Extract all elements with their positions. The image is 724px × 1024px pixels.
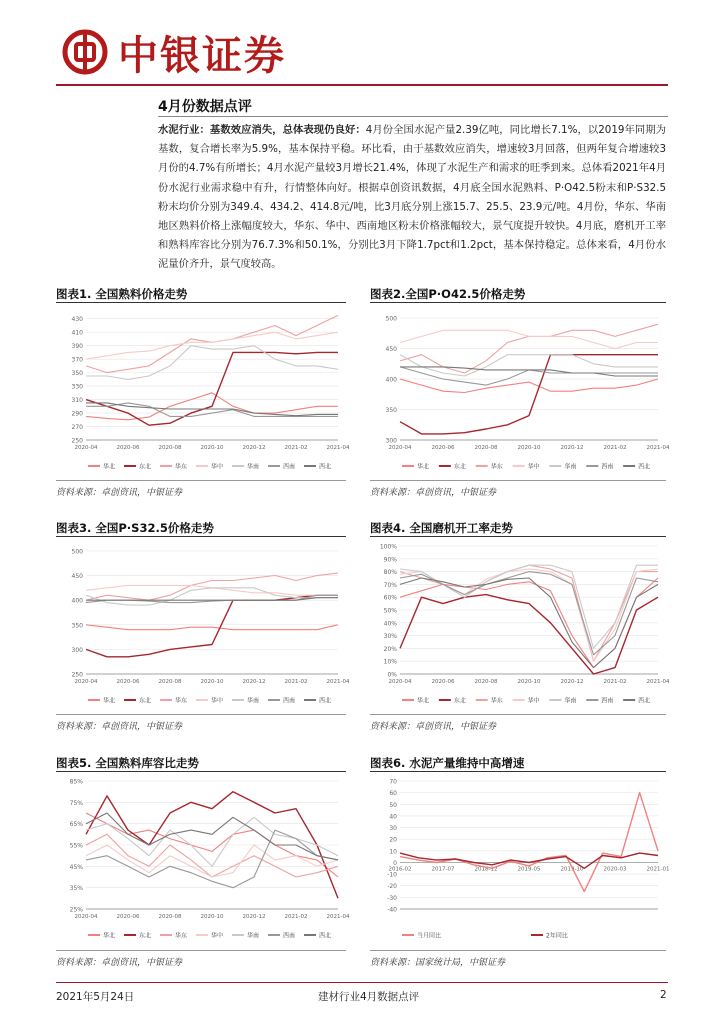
series-line-5: [86, 588, 338, 605]
y-tick-label: 390: [71, 343, 83, 351]
figure-2-source: 资料来源：卓创资讯，中银证券: [370, 488, 497, 498]
x-tick-label: 2017-07: [431, 866, 455, 873]
series-line-3: [400, 565, 658, 661]
x-tick-label: 2021-04: [326, 914, 350, 920]
x-tick-label: 2020-04: [74, 445, 98, 451]
y-tick-label: 500: [71, 548, 83, 556]
legend-label: 华南: [247, 463, 260, 471]
x-tick-label: 2020-08: [474, 679, 498, 685]
y-tick-label: 250: [71, 437, 83, 445]
y-tick-label: 10%: [383, 658, 397, 666]
series-line-3: [86, 315, 338, 372]
legend-label: 华南: [247, 697, 260, 705]
y-tick-label: 50%: [383, 607, 397, 615]
x-tick-label: 2020-10: [200, 914, 224, 920]
legend-label: 西南: [601, 463, 614, 471]
figure-5-title: 图表5. 全国熟料库容比走势: [56, 756, 199, 770]
legend-label: 华中: [527, 463, 540, 471]
section-title: 4月份数据点评: [158, 99, 252, 115]
source-2-rule: [370, 480, 666, 481]
legend-label: 华东: [175, 697, 188, 705]
source-3-rule: [56, 714, 346, 715]
legend-label: 东北: [453, 697, 466, 705]
x-tick-label: 2021-02: [603, 679, 627, 685]
source-1-rule: [56, 480, 346, 481]
figure-5-rule: [56, 771, 346, 772]
y-tick-label: 0%: [387, 671, 397, 679]
x-tick-label: 2019-10: [560, 866, 584, 873]
legend-label: 西北: [319, 932, 332, 940]
legend-label: 西南: [283, 932, 296, 940]
x-tick-label: 2021-02: [603, 445, 627, 451]
y-tick-label: 450: [71, 573, 83, 581]
series-line-3: [86, 573, 338, 600]
x-tick-label: 2021-02: [284, 679, 308, 685]
figure-1-rule: [56, 302, 346, 303]
legend-label: 华中: [527, 697, 540, 705]
y-tick-label: 70%: [383, 581, 397, 589]
y-tick-label: 90%: [383, 556, 397, 564]
legend-label: 华南: [247, 932, 260, 940]
series-line-1: [86, 625, 338, 630]
x-tick-label: 2020-10: [200, 445, 224, 451]
y-tick-label: 35%: [69, 885, 83, 893]
footer-divider: [56, 982, 668, 983]
figure-4-rule: [370, 536, 666, 537]
legend-label: 西北: [638, 463, 651, 471]
series-line-1: [400, 793, 658, 892]
y-tick-label: 350: [385, 407, 397, 415]
chart-1: [56, 306, 350, 476]
x-tick-label: 2021-04: [326, 445, 350, 451]
y-tick-label: 400: [385, 376, 397, 384]
page-number: 2: [660, 989, 667, 1001]
x-tick-label: 2020-12: [242, 679, 266, 685]
x-tick-label: 2020-06: [116, 914, 140, 920]
footer-date: 2021年5月24日: [56, 991, 135, 1003]
legend-label: 东北: [139, 932, 152, 940]
legend-label: 西北: [638, 697, 651, 705]
body-text: 4月份全国水泥产量2.39亿吨，同比增长7.1%，以2019年同期为基数，复合增长率为5.9%，基本保持平稳。环比看，由于基数效应消失，增速较3月回落，但两年复合增速较3月份的4.7%有所增长；4月水泥产量较3月增长21.4%，体现了水泥生产和需求的旺季到来。总体看2021年4月份水泥行业需求稳中有升，行情整体向好。根据卓创资讯数据，4月底全国水泥熟料、P·O42.5粉末和P·S32.5粉末均价分别为349.4、434.2、414.8元/吨，比3月底分别上涨15.7、25.5、23.9元/吨。4月份，华东、华南地区熟料价格上涨幅度较大，华东、华中、西南地区粉末价格涨幅较大，景气度提升较快。4月底，磨机开工率和熟料库容比分别为76.7.3%和50.1%，分别比3月下降1.7pct和1.2pct，基本保持稳定。总体来看，4月份水泥量价齐升，景气度较高。: [158, 124, 666, 271]
legend-label: 华东: [175, 932, 188, 940]
x-tick-label: 2020-06: [431, 445, 455, 451]
legend-label: 华中: [211, 697, 224, 705]
y-tick-label: 500: [385, 315, 397, 323]
x-tick-label: 2020-10: [517, 679, 541, 685]
y-tick-label: 10: [389, 848, 397, 856]
body-paragraph: [158, 121, 666, 275]
figure-3-title: 图表3. 全国P·S32.5价格走势: [56, 521, 214, 535]
legend-label: 华北: [103, 463, 116, 471]
y-tick-label: 55%: [69, 842, 83, 850]
series-line-1: [400, 379, 658, 393]
y-tick-label: 60%: [383, 594, 397, 602]
x-tick-label: 2021-04: [646, 679, 670, 685]
y-tick-label: 75%: [69, 799, 83, 807]
y-tick-label: 450: [385, 346, 397, 354]
legend-label: 东北: [139, 697, 152, 705]
x-tick-label: 2020-08: [158, 445, 182, 451]
y-tick-label: 40%: [383, 620, 397, 628]
legend-label: 华北: [417, 697, 430, 705]
figure-2-rule: [370, 302, 666, 303]
figure-5-source: 资料来源：卓创资讯，中银证券: [56, 958, 183, 968]
legend-label: 华东: [490, 697, 503, 705]
y-tick-label: 410: [71, 329, 83, 337]
x-tick-label: 2020-04: [388, 679, 412, 685]
legend-label: 西南: [601, 697, 614, 705]
legend-label: 华中: [211, 463, 224, 471]
series-line-2: [400, 595, 658, 674]
y-tick-label: -40: [387, 906, 397, 914]
series-line-3: [86, 834, 338, 877]
y-tick-label: 430: [71, 316, 83, 324]
x-tick-label: 2021-01: [646, 866, 670, 873]
y-tick-label: 70: [389, 778, 397, 786]
x-tick-label: 2020-08: [158, 914, 182, 920]
x-tick-label: 2020-08: [158, 679, 182, 685]
legend-label: 当月同比: [417, 932, 442, 940]
y-tick-label: 300: [71, 646, 83, 654]
legend-label: 2年同比: [546, 932, 568, 940]
legend-label: 华东: [175, 463, 188, 471]
legend-label: 华北: [103, 932, 116, 940]
legend-label: 华南: [564, 697, 577, 705]
x-tick-label: 2020-10: [517, 445, 541, 451]
x-tick-label: 2020-04: [74, 914, 98, 920]
y-tick-label: 45%: [69, 863, 83, 871]
y-tick-label: 20%: [383, 645, 397, 653]
x-tick-label: 2020-04: [388, 445, 412, 451]
source-6-rule: [370, 950, 666, 951]
figure-6-title: 图表6. 水泥产量维持中高增速: [370, 756, 525, 770]
source-4-rule: [370, 714, 666, 715]
y-tick-label: 290: [71, 410, 83, 418]
legend-label: 华中: [211, 932, 224, 940]
section-divider: [158, 116, 668, 117]
y-tick-label: 65%: [69, 821, 83, 829]
y-tick-label: 350: [71, 370, 83, 378]
x-tick-label: 2020-12: [560, 679, 584, 685]
y-tick-label: 100%: [379, 543, 397, 551]
source-5-rule: [56, 950, 346, 951]
legend-label: 华北: [417, 463, 430, 471]
figure-6-source: 资料来源：国家统计局，中银证券: [370, 958, 506, 968]
chart-2: [370, 306, 670, 476]
figure-3-source: 资料来源：卓创资讯，中银证券: [56, 722, 183, 732]
x-tick-label: 2021-04: [326, 679, 350, 685]
boc-logo-icon: [62, 29, 108, 75]
brand-name: 中银证券: [118, 31, 286, 79]
y-tick-label: 50: [389, 801, 397, 809]
y-tick-label: 300: [385, 437, 397, 445]
brand-logo: [62, 22, 286, 82]
figure-2-title: 图表2.全国P·O42.5价格走势: [370, 287, 526, 301]
series-line-4: [400, 330, 658, 348]
y-tick-label: 20: [389, 836, 397, 844]
y-tick-label: 60: [389, 790, 397, 798]
lead-text: 水泥行业：基数效应消失，总体表现仍良好：: [158, 124, 366, 136]
y-tick-label: 80%: [383, 569, 397, 577]
y-tick-label: 30: [389, 825, 397, 833]
x-tick-label: 2020-10: [200, 679, 224, 685]
legend-label: 东北: [139, 463, 152, 471]
legend-label: 西北: [319, 697, 332, 705]
x-tick-label: 2021-02: [284, 445, 308, 451]
chart-3: [56, 540, 350, 710]
x-tick-label: 2021-04: [646, 445, 670, 451]
series-line-5: [86, 346, 338, 380]
series-line-4: [86, 845, 338, 877]
x-tick-label: 2018-12: [474, 866, 498, 873]
y-tick-label: -10: [387, 871, 397, 879]
figure-1-title: 图表1. 全国熟料价格走势: [56, 287, 188, 301]
figure-4-source: 资料来源：卓创资讯，中银证券: [370, 722, 497, 732]
series-line-6: [86, 830, 338, 888]
legend-label: 华北: [103, 697, 116, 705]
x-tick-label: 2019-05: [517, 866, 541, 873]
y-tick-label: 270: [71, 424, 83, 432]
y-tick-label: -20: [387, 883, 397, 891]
y-tick-label: 310: [71, 397, 83, 405]
y-tick-label: 30%: [383, 633, 397, 641]
legend-label: 西北: [319, 463, 332, 471]
y-tick-label: 40: [389, 813, 397, 821]
y-tick-label: 400: [71, 597, 83, 605]
x-tick-label: 2020-04: [74, 679, 98, 685]
figure-4-title: 图表4. 全国磨机开工率走势: [370, 521, 513, 535]
y-tick-label: 350: [71, 622, 83, 630]
figure-1-source: 资料来源：卓创资讯，中银证券: [56, 488, 183, 498]
x-tick-label: 2021-02: [284, 914, 308, 920]
figure-3-rule: [56, 536, 346, 537]
chart-5: [56, 775, 350, 945]
x-tick-label: 2020-08: [474, 445, 498, 451]
series-line-2: [86, 352, 338, 425]
y-tick-label: 85%: [69, 778, 83, 786]
x-tick-label: 2020-12: [560, 445, 584, 451]
chart-6: [370, 775, 670, 945]
chart-4: [370, 540, 670, 710]
y-tick-label: 370: [71, 356, 83, 364]
x-tick-label: 2020-06: [116, 445, 140, 451]
y-tick-label: -30: [387, 894, 397, 902]
x-tick-label: 2020-06: [116, 679, 140, 685]
series-line-6: [86, 595, 338, 602]
x-tick-label: 2020-06: [431, 679, 455, 685]
series-line-4: [86, 585, 338, 595]
figure-6-rule: [370, 771, 666, 772]
y-tick-label: 0: [393, 859, 397, 867]
y-tick-label: 330: [71, 383, 83, 391]
header-divider: [56, 84, 668, 86]
x-tick-label: 2016-02: [388, 866, 412, 873]
series-line-7: [86, 813, 338, 860]
x-tick-label: 2020-03: [603, 866, 627, 873]
footer-doc-title: 建材行业4月数据点评: [318, 991, 420, 1003]
y-tick-label: 250: [71, 671, 83, 679]
legend-label: 东北: [453, 463, 466, 471]
legend-label: 西南: [283, 697, 296, 705]
x-tick-label: 2020-12: [242, 445, 266, 451]
legend-label: 华东: [490, 463, 503, 471]
legend-label: 西南: [283, 463, 296, 471]
x-tick-label: 2020-12: [242, 914, 266, 920]
legend-label: 华南: [564, 463, 577, 471]
y-tick-label: 25%: [69, 906, 83, 914]
